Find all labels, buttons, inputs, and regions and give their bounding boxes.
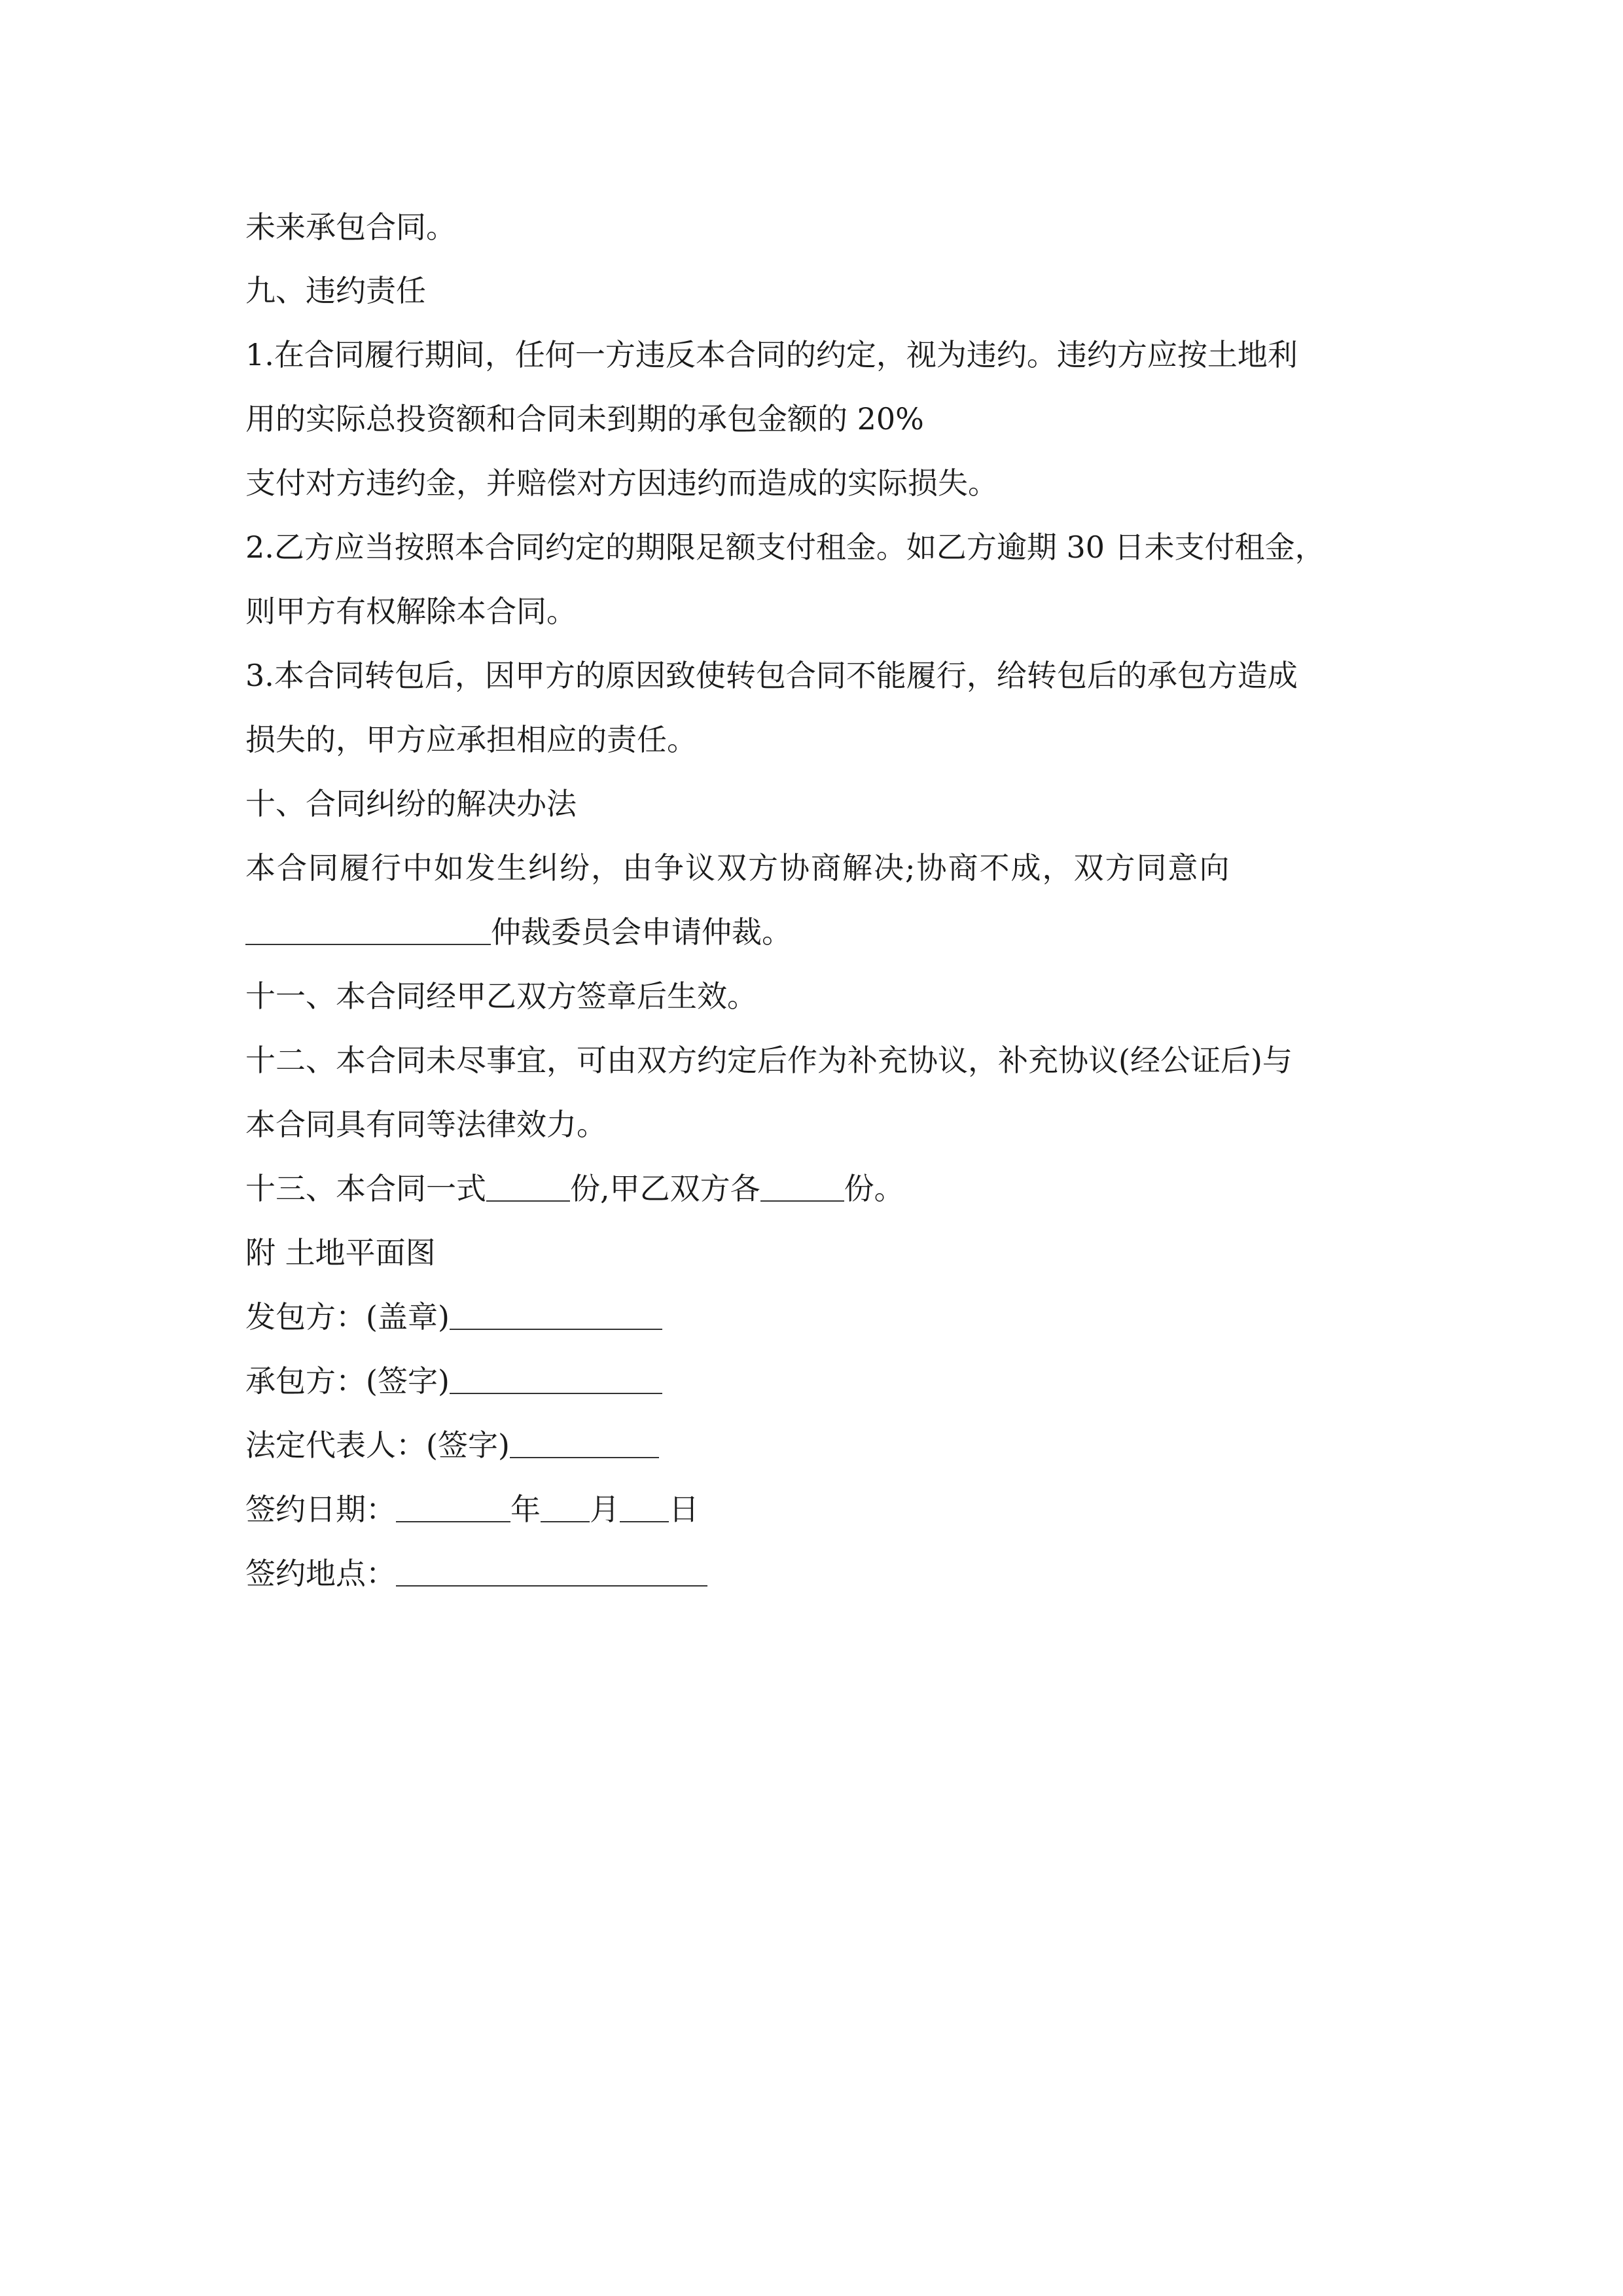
contractor-signature-blank[interactable] xyxy=(450,1363,662,1394)
signing-place-row xyxy=(245,1547,707,1600)
text-line-7: 则甲方有权解除本合同。 xyxy=(245,594,577,629)
month-blank[interactable] xyxy=(541,1491,590,1522)
clause-11: 十一、本合同经甲乙双方签章后生效。 xyxy=(245,978,757,1014)
issuer-label: 发包方：(盖章) xyxy=(245,1299,450,1335)
legal-rep-signature-row xyxy=(245,1419,659,1471)
clause-13-part-3: 份。 xyxy=(844,1171,904,1206)
signing-date-row xyxy=(245,1483,699,1535)
clause-12-line-1: 十二、本合同未尽事宜，可由双方约定后作为补充协议，补充协议(经公证后)与 xyxy=(245,1043,1293,1078)
text-line-1: 未来承包合同。 xyxy=(245,209,456,245)
copies-total-blank[interactable] xyxy=(486,1170,570,1202)
text-line-5: 支付对方违约金，并赔偿对方因违约而造成的实际损失。 xyxy=(245,465,998,501)
year-blank[interactable] xyxy=(396,1491,510,1522)
clause-13-part-2: 份,甲乙双方各 xyxy=(570,1171,760,1206)
clause-12-line-2: 本合同具有同等法律效力。 xyxy=(245,1107,607,1142)
text-line-6: 2.乙方应当按照本合同约定的期限足额支付租金。如乙方逾期 30 日未支付租金， xyxy=(245,529,1325,565)
place-blank[interactable] xyxy=(396,1555,707,1587)
day-blank[interactable] xyxy=(620,1491,669,1522)
issuer-signature-row xyxy=(245,1291,662,1343)
year-label: 年 xyxy=(510,1492,541,1527)
text-line-11: 本合同履行中如发生纠纷，由争议双方协商解决;协商不成，双方同意向 xyxy=(245,850,1231,886)
text-line-3: 1.在合同履行期间，任何一方违反本合同的约定，视为违约。违约方应按土地利 xyxy=(245,337,1298,372)
legal-rep-signature-blank[interactable] xyxy=(510,1427,659,1458)
section-10-heading: 十、合同纠纷的解决办法 xyxy=(245,786,577,821)
legal-rep-label: 法定代表人：(签字) xyxy=(245,1427,510,1463)
text-line-4: 用的实际总投资额和合同未到期的承包金额的 20% xyxy=(245,401,924,437)
month-label: 月 xyxy=(590,1492,620,1527)
attachment-note: 附 土地平面图 xyxy=(245,1235,436,1270)
arbitration-blank[interactable] xyxy=(245,914,491,945)
clause-13 xyxy=(245,1162,904,1215)
section-9-heading: 九、违约责任 xyxy=(245,273,426,308)
text-line-9: 损失的，甲方应承担相应的责任。 xyxy=(245,722,697,757)
text-line-8: 3.本合同转包后，因甲方的原因致使转包合同不能履行，给转包后的承包方造成 xyxy=(245,658,1298,693)
clause-13-part-1: 十三、本合同一式 xyxy=(245,1171,486,1206)
arbitration-line xyxy=(245,906,792,958)
copies-each-blank[interactable] xyxy=(760,1170,844,1202)
issuer-seal-blank[interactable] xyxy=(450,1299,662,1330)
arbitration-suffix: 仲裁委员会申请仲裁。 xyxy=(491,914,792,950)
place-label: 签约地点： xyxy=(245,1556,396,1591)
day-label: 日 xyxy=(669,1492,699,1527)
contractor-label: 承包方：(签字) xyxy=(245,1363,450,1399)
date-label: 签约日期： xyxy=(245,1492,396,1527)
contractor-signature-row xyxy=(245,1355,662,1407)
